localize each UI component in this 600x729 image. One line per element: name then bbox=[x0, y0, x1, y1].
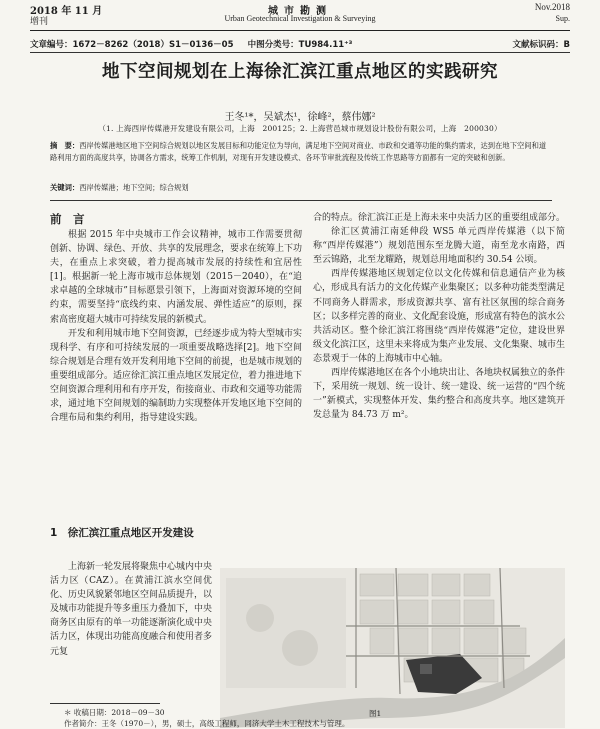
footnote-rule bbox=[50, 703, 160, 704]
preface-heading: 前 言 bbox=[50, 212, 85, 226]
header-journal-en: Urban Geotechnical Investigation & Surveying bbox=[224, 14, 376, 23]
preface-body bbox=[50, 228, 302, 425]
abstract bbox=[50, 140, 552, 164]
header-journal-cn: 城市勘测 bbox=[268, 6, 332, 17]
header-date-en: Nov.2018 bbox=[534, 2, 570, 12]
document-code: 文献标识码：B bbox=[512, 40, 570, 50]
paper-title: 地下空间规划在上海徐汇滨江重点地区的实践研究 bbox=[102, 62, 498, 82]
keywords-label: 关键词： bbox=[50, 183, 80, 192]
article-number: 文章编号：1672－8262（2018）S1－0136－05 bbox=[30, 40, 234, 50]
preface-paragraph: 根据 2015 年中央城市工作会议精神，城市工作需要贯彻创新、协调、绿色、开放、共享的发展理念，要求在统筹上下功夫，在重点上求突破，着力提高城市发展的持续性和宜居性[1]。根据新一轮上海市城市总体规划（2015－2040），在“追求卓越的全球城市”目标愿景引领下，上海面对资源环境的空间约束，需要坚持“底线约束、内涵发展、弹性适应”的原则，探索高密度超大城市可持续发展的新模式。 bbox=[50, 230, 303, 325]
running-header bbox=[30, 2, 570, 28]
body-paragraph: 西岸传媒港地区规划定位以文化传媒和信息通信产业为核心，形成具有活力的文化传媒产业集聚区；以多种功能类型满足不同商务人群需求，形成资源共享、富有社区氛围的综合商务区；以多样完善的商业、文化配套设施，形成富有特色的滨水公共活动区。整个徐汇滨江将围绕“西岸传媒港”定位，建设世界级文化滨江区，这里未来将成为集产业发展、文化集聚、城市生态景观于一体的上海城市中心轴。 bbox=[313, 269, 566, 364]
footnote-author: 作者简介：王冬（1970－），男，硕士，高级工程师，同济大学土木工程技术与管理。 bbox=[64, 719, 350, 728]
right-column-body bbox=[313, 211, 565, 422]
figure-1-caption: 图1 bbox=[369, 709, 382, 718]
preface-paragraph: 开发和利用城市地下空间资源，已经逐步成为特大型城市实现科学、有序和可持续发展的一项重要战略选择[2]。地下空间综合规划是合理有效开发利用地下空间的前提，也是城市规划的重要组成部分。适应徐汇滨江重点地区发展定位，着力推进地下空间资源合理利用和有序开发，衔接商业、市政和交通等功能需求，通过地下空间规划的编制助力实现整体开发地区地下空间的合理布局和集约利用，指导建设实践。 bbox=[50, 328, 303, 424]
body-paragraph: 西岸传媒港地区在各个小地块出让、各地块权属独立的条件下，采用统一规划、统一设计、统一建设、统一运营的“四个统一”新模式，实现整体开发、集约整合和高度共享。地区建筑开发总量为 84.73 万 m²。 bbox=[313, 368, 566, 421]
abstract-rule bbox=[50, 200, 552, 201]
abstract-label: 摘 要： bbox=[50, 141, 80, 150]
meta-rule bbox=[30, 52, 570, 53]
section-1-heading: 1 徐汇滨江重点地区开发建设 bbox=[50, 527, 194, 539]
abstract-text: 西岸传媒港地区地下空间综合规划以地区发展目标和功能定位为导向，满足地下空间对商业、市政和交通等功能的集约需求，达到在地下空间和道路利用方面的高度共享，协调各方需求，统筹工作机制，对现有开发建设模式、各环节审批流程及传统工作思路等方面都有一定的突破和创新。 bbox=[50, 141, 547, 162]
body-paragraph: 合的特点。徐汇滨江正是上海未来中央活力区的重要组成部分。 bbox=[313, 213, 566, 223]
header-issue: 增刊 bbox=[30, 17, 49, 27]
keywords-text: 西岸传媒港；地下空间；综合规划 bbox=[79, 183, 189, 192]
map-left-area bbox=[226, 578, 346, 688]
body-paragraph: 徐汇区黄浦江南延伸段 WS5 单元西岸传媒港（以下简称“西岸传媒港”）规划范围东至龙腾大道，南至龙水南路，西至云锦路，北至龙耀路，规划总用地面积约 30.54 公顷。 bbox=[313, 227, 565, 266]
section-1-body bbox=[50, 560, 212, 659]
clc-number: 中图分类号：TU984.11⁺³ bbox=[247, 40, 353, 50]
paper-affiliation: （1. 上海西岸传媒港开发建设有限公司，上海 200125；2. 上海营邑城市规划设计股份有限公司，上海 200030） bbox=[98, 124, 502, 133]
header-date: 2018 年 11 月 bbox=[30, 6, 103, 17]
header-rule bbox=[30, 30, 570, 31]
footnote-received: ＊ 收稿日期：2018－09－30 bbox=[64, 708, 165, 717]
section-1-paragraph: 上海新一轮发展将聚焦中心城内中央活力区（CAZ）。在黄浦江滨水空间优化、历史风貌紧邻地区空间品质提升，以及城市功能提升等多重压力叠加下，中央商务区由原有的单一功能逐渐演化成中央活力区，体现出功能高度融合和使用者多元复 bbox=[50, 562, 213, 657]
header-issue-en: Sup. bbox=[555, 14, 570, 23]
figure-1-site-map bbox=[220, 568, 565, 728]
paper-authors: 王冬¹*，吴斌杰¹，徐峰²，蔡伟娜² bbox=[224, 112, 376, 123]
keywords bbox=[50, 183, 552, 193]
